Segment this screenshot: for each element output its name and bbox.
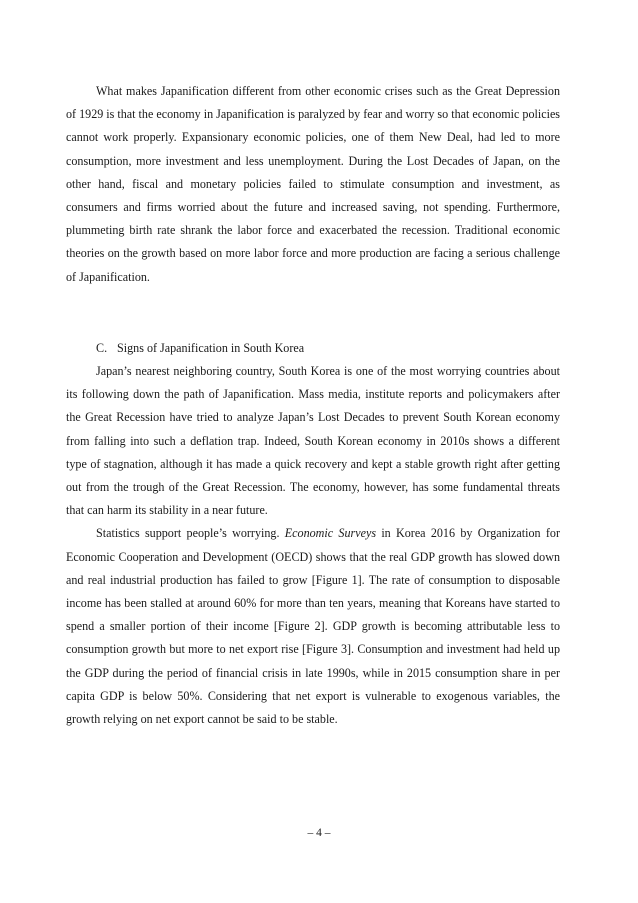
- section-heading: [66, 337, 560, 360]
- paragraph-statistics-start: Statistics support people’s worrying.: [96, 526, 285, 541]
- page-number: – 4 –: [307, 827, 331, 839]
- document-body: [66, 80, 560, 731]
- section-title: Signs of Japanification in South Korea: [117, 340, 305, 355]
- publication-title: Economic Surveys: [284, 526, 377, 541]
- section-number: C.: [96, 340, 108, 355]
- paragraph-statistics-rest: in Korea 2016 by Organization for Economic Cooperation and Development (OECD) shows that the real GDP growth has slowed down and real industrial production has failed to grow [Figure 1]. The rate of consumption to disposable income has been stalled at around 60% for more than ten years, meaning that Koreans have started to spend a smaller portion of their income [Figure 2]. GDP growth is becoming attributable less to consumption growth but more to net export rise [Figure 3]. Consumption and investment had held up the GDP during the period of financial crisis in late 1990s, while in 2015 consumption share in per capita GDP is below 50%. Considering that net export is vulnerable to exogenous variables, the growth relying on net export cannot be said to be stable.: [66, 526, 560, 727]
- paragraph-statistics: [66, 522, 560, 731]
- paragraph-south-korea: Japan’s nearest neighboring country, South Korea is one of the most worrying countries about its following down the path of Japanification. Mass media, institute reports and policymakers after the Great Recession have tried to analyze Japan’s Lost Decades to prevent South Korean economy from falling into such a deflation trap. Indeed, South Korean economy in 2010s shows a different type of stagnation, although it has made a quick recovery and kept a stable growth right after getting out from the trough of the Great Recession. The economy, however, has some fundamental threats that can harm its stability in a near future.: [66, 364, 560, 518]
- paragraph-japanification-difference: What makes Japanification different from other economic crises such as the Great Depression of 1929 is that the economy in Japanification is paralyzed by fear and worry so that economic policies cannot work properly. Expansionary economic policies, one of them New Deal, had led to more consumption, more investment and less unemployment. During the Lost Decades of Japan, on the other hand, fiscal and monetary policies failed to stimulate consumption and investment, as consumers and firms worried about the future and increased saving, not spending. Furthermore, plummeting birth rate shrank the labor force and exacerbated the recession. Traditional economic theories on the growth based on more labor force and more production are facing a serious challenge of Japanification.: [66, 84, 561, 284]
